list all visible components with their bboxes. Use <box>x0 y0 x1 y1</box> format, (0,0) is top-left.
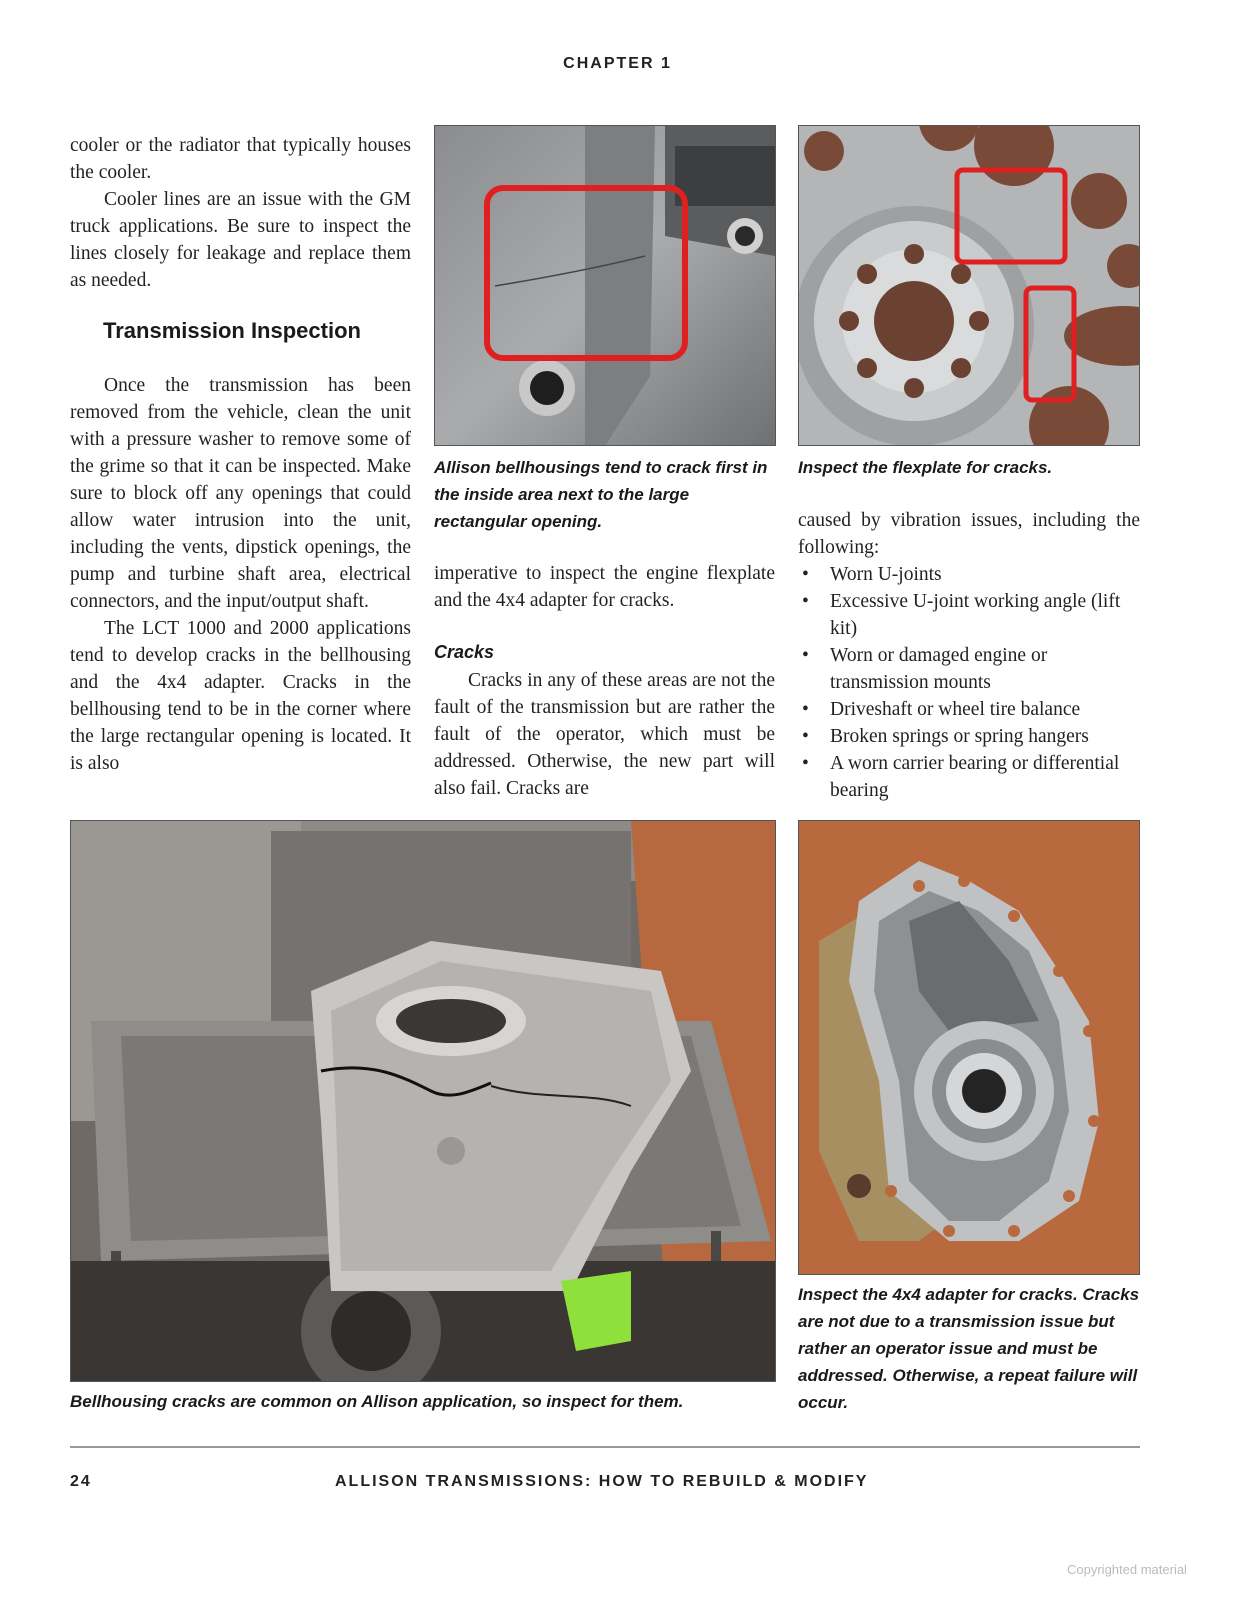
list-item: • Worn U-joints <box>798 561 1140 588</box>
paragraph-cooler: cooler or the radiator that typically houses the cooler. <box>70 135 411 183</box>
copyright-notice: Copyrighted material <box>1067 1562 1187 1577</box>
adapter-photo <box>798 820 1140 1275</box>
bellhousing-on-cart-image <box>71 821 775 1381</box>
middle-column-cracks <box>434 667 775 802</box>
list-item: • Excessive U-joint working angle (lift kit) <box>798 588 1140 642</box>
paragraph-inspection: Once the transmission has been removed from the vehicle, clean the unit with a pressure washer to remove some of the grime so that it can be inspected. Make sure to block off any openings that could allow water intrusion into the unit, including the vents, dipstick openings, the pump and turbine shaft area, electrical connectors, and the input/output shaft. <box>70 375 411 612</box>
caption-adapter: Inspect the 4x4 adapter for cracks. Cracks are not due to a transmission issue but rather an operator issue and must be addressed. Otherwise, a repeat failure will occur. <box>798 1285 1140 1412</box>
section-heading: Transmission Inspection <box>103 318 361 343</box>
list-item: • Worn or damaged engine or transmission mounts <box>798 642 1140 696</box>
paragraph-vibration: caused by vibration issues, including the following: <box>798 510 1140 558</box>
right-column-text <box>798 507 1140 804</box>
bellhousing-closeup-image <box>435 126 775 445</box>
caption-bellhousing-cart: Bellhousing cracks are common on Allison application, so inspect for them. <box>70 1392 684 1411</box>
middle-column-text <box>434 560 775 614</box>
vibration-causes-list <box>798 561 1140 804</box>
flexplate-image <box>799 126 1139 445</box>
page-number: 24 <box>70 1473 92 1490</box>
subhead-cracks: Cracks <box>434 642 495 662</box>
list-item: • A worn carrier bearing or differential bearing <box>798 750 1140 804</box>
bellhousing-crack-photo <box>434 125 776 446</box>
caption-bellhousing: Allison bellhousings tend to crack first in the inside area next to the large rectangular opening. <box>434 458 768 531</box>
book-title: ALLISON TRANSMISSIONS: HOW TO REBUILD & MODIFY <box>335 1473 869 1490</box>
chapter-header: CHAPTER 1 <box>563 55 672 72</box>
left-column-bottom <box>70 372 411 777</box>
left-column-top <box>70 132 411 294</box>
4x4-adapter-image <box>799 821 1139 1274</box>
paragraph-lct: The LCT 1000 and 2000 applications tend to develop cracks in the bellhousing and the 4x4 adapter. Cracks in the bellhousing tend to be in the corner where the large rectangular opening is located. It is also <box>70 618 411 774</box>
bellhousing-cart-photo <box>70 820 776 1382</box>
paragraph-cooler-lines: Cooler lines are an issue with the GM truck applications. Be sure to inspect the lines closely for leakage and replace them as needed. <box>70 189 411 291</box>
list-item: • Driveshaft or wheel tire balance <box>798 696 1140 723</box>
list-item: • Broken springs or spring hangers <box>798 723 1140 750</box>
flexplate-photo <box>798 125 1140 446</box>
paragraph-flexplate: imperative to inspect the engine flexplate and the 4x4 adapter for cracks. <box>434 563 775 611</box>
caption-flexplate: Inspect the flexplate for cracks. <box>798 458 1053 477</box>
paragraph-cracks: Cracks in any of these areas are not the fault of the transmission but are rather the fault of the operator, which must be addressed. Otherwise, the new part will also fail. Cracks are <box>434 670 775 799</box>
footer-rule <box>70 1446 1140 1448</box>
